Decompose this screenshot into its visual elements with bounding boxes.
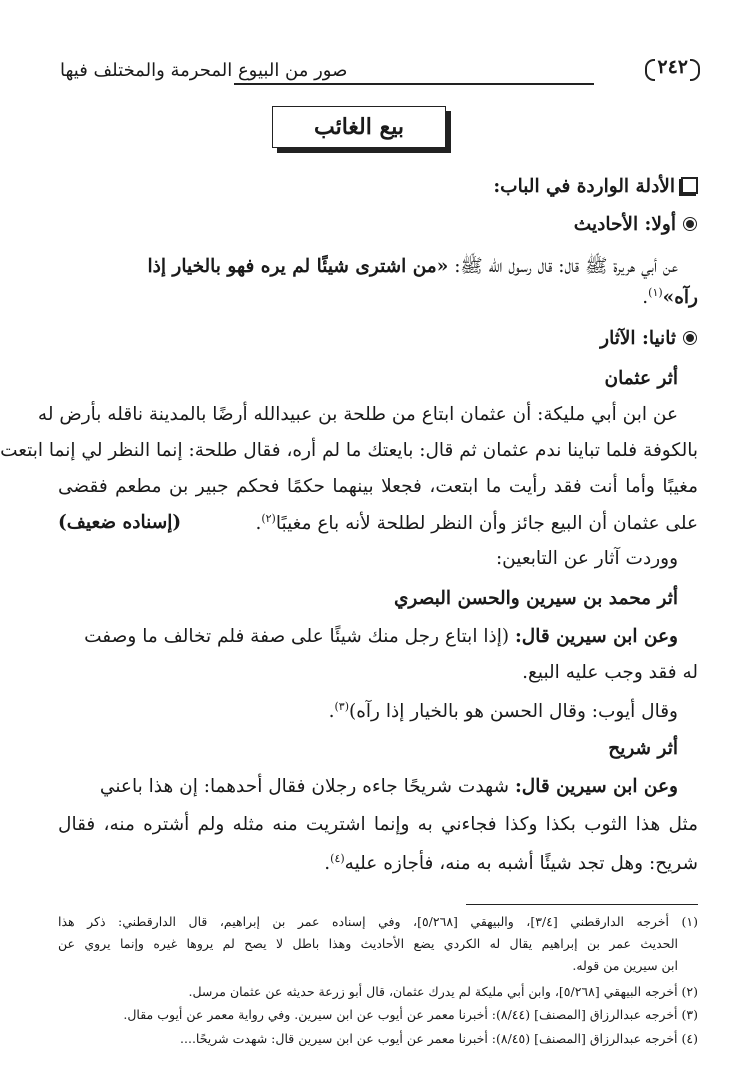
footnote-4: (٤) أخرجه عبدالرزاق [المصنف] (٨/٤٥): أخبرنا معمر عن أيوب عن ابن سيرين قال: شهدت شريحًا.... xyxy=(180,1031,698,1046)
ibn-sirin-title: أثر محمد بن سيرين والحسن البصري xyxy=(393,588,678,609)
header-rule xyxy=(234,83,594,85)
footnote-3: (٣) أخرجه عبدالرزاق [المصنف] (٨/٤٤): أخبرنا معمر عن أيوب عن ابن سيرين. وفي رواية معمر عن أيوب مقال. xyxy=(123,1007,698,1022)
uthman-line-1: عن ابن أبي مليكة: أن عثمان ابتاع من طلحة بن عبيدالله أرضًا بالمدينة ناقله بأرض له xyxy=(37,404,678,425)
page-number: ٢٤٢ xyxy=(647,56,698,78)
footnote-1-line-1: (١) أخرجه الدارقطني [٣/٤]، والبيهقي [٥/٢٦٨]، وفي إسناده عمر بن إبراهيم، قال الدارقطني: ذكر هذا xyxy=(58,914,698,929)
uthman-title: أثر عثمان xyxy=(604,368,678,389)
chapter-title: بيع الغائب xyxy=(272,106,446,148)
bullet-icon xyxy=(686,220,694,228)
checkbox-square-icon xyxy=(681,177,698,194)
ayyub-line: وقال أيوب: وقال الحسن هو بالخيار إذا رآه)$^{(٣)}$. xyxy=(328,700,678,723)
ibn-sirin-line-2: له فقد وجب عليه البيع. xyxy=(522,662,698,683)
uthman-line-2: بالكوفة فلما تباينا ندم عثمان ثم قال: بايعتك ما لم أره، فقال طلحة: إنما النظر لي إنما ابتعت xyxy=(0,440,698,461)
footnote-2: (٢) أخرجه البيهقي [٥/٢٦٨]، وابن أبي مليكة لم يدرك عثمان، قال أبو زرعة حديثه عن عثمان مرسل. xyxy=(188,984,698,999)
uthman-grade: (إسناده ضعيف) xyxy=(58,512,182,533)
shurayh-line-3: شريح: وهل تجد شيئًا أشبه به منه، فأجازه عليه$^{(٤)}$. xyxy=(324,852,698,875)
footnote-rule xyxy=(466,904,698,905)
section-heading: الأدلة الواردة في الباب: xyxy=(493,176,698,197)
hadith-line-2: رآه»$^{(١)}$. xyxy=(642,286,698,309)
shurayh-line-1: وعن ابن سيرين قال: شهدت شريحًا جاءه رجلان فقال أحدهما: إن هذا باعني xyxy=(99,776,678,797)
shurayh-line-2: مثل هذا الثوب بكذا وكذا فجاءني به وإنما اشتريت منه مثله ولم أشتره منه، فقال xyxy=(58,814,698,835)
hadith-line-1: عن أبي هريرة ﷺ قال: قال رسول الله ﷺ: «من اشترى شيئًا لم يره فهو بالخيار إذا xyxy=(147,256,678,277)
tabiin-intro: ووردت آثار عن التابعين: xyxy=(495,548,678,569)
uthman-line-3: مغيبًا وأما أنت فقد رأيت ما ابتعت، فجعلا بينهما حكمًا فحكم جبير بن مطعم فقضى xyxy=(58,476,698,497)
book-page xyxy=(0,40,698,1070)
bullet-icon xyxy=(686,334,694,342)
hadith-label: أولا: الأحاديث xyxy=(574,214,698,235)
uthman-line-4: على عثمان أن البيع جائز وأن النظر لطلحة لأنه باع مغيبًا$^{(٢)}$. xyxy=(255,512,698,535)
footnote-1-line-2: الحديث عمر بن إبراهيم يقال له الكردي يضع الأحاديث وهذا باطل لا يصح لم يروها غيره وإنما يروي عن xyxy=(58,936,678,951)
page-header xyxy=(58,56,698,96)
footnote-1-line-3: ابن سيرين من قوله. xyxy=(572,958,678,973)
shurayh-title: أثر شريح xyxy=(608,738,678,759)
athar-label: ثانيا: الآثار xyxy=(600,328,698,349)
running-title: صور من البيوع المحرمة والمختلف فيها xyxy=(60,60,348,81)
ibn-sirin-line-1: وعن ابن سيرين قال: (إذا ابتاع رجل منك شيئًا على صفة فلم تخالف ما وصفت xyxy=(84,626,678,647)
